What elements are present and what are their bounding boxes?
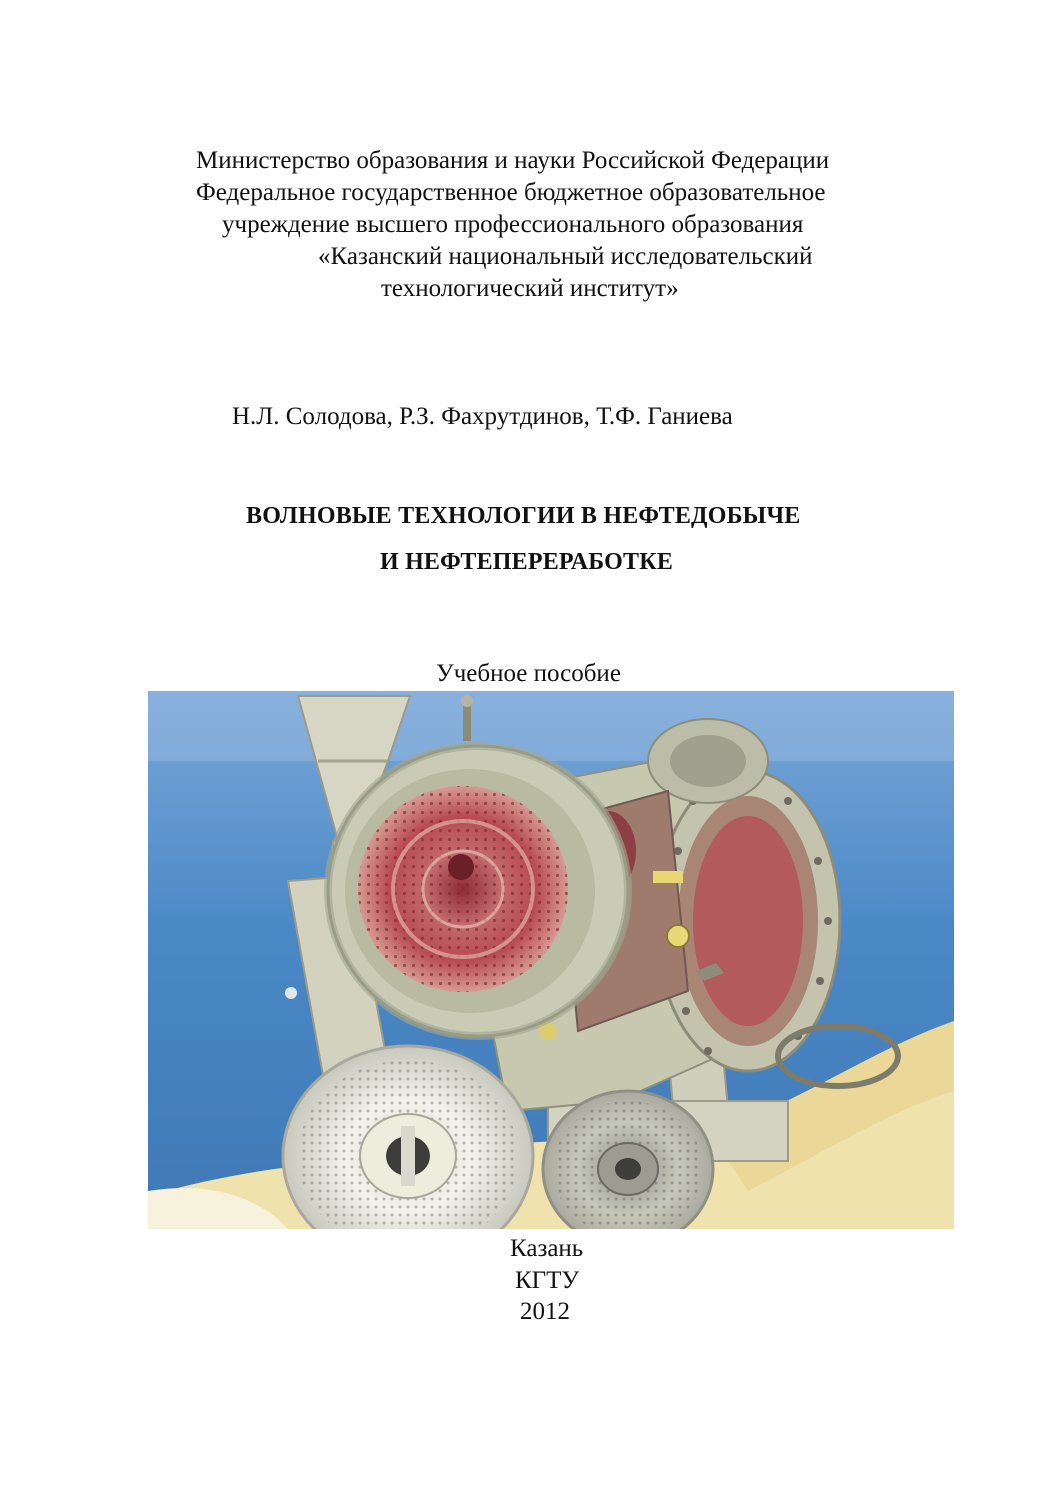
institution-line-3: учреждение высшего профессионального образования — [222, 211, 804, 238]
imprint-year: 2012 — [520, 1298, 570, 1325]
cover-photo — [148, 691, 954, 1229]
imprint-publisher: КГТУ — [515, 1267, 580, 1294]
book-title-line-1: ВОЛНОВЫЕ ТЕХНОЛОГИИ В НЕФТЕДОБЫЧЕ — [246, 503, 801, 529]
institution-line-5: технологический институт» — [381, 275, 679, 302]
institution-line-1: Министерство образования и науки Российской Федерации — [196, 147, 830, 174]
institution-line-4: «Казанский национальный исследовательский — [318, 243, 813, 270]
book-title-line-2: И НЕФТЕПЕРЕРАБОТКЕ — [380, 549, 674, 575]
book-subtitle: Учебное пособие — [436, 660, 621, 687]
institution-line-2: Федеральное государственное бюджетное образовательное — [196, 179, 826, 206]
imprint-city: Казань — [510, 1235, 584, 1262]
machine-photo-illustration — [148, 691, 954, 1229]
authors: Н.Л. Солодова, Р.З. Фахрутдинов, Т.Ф. Ганиева — [232, 403, 733, 430]
